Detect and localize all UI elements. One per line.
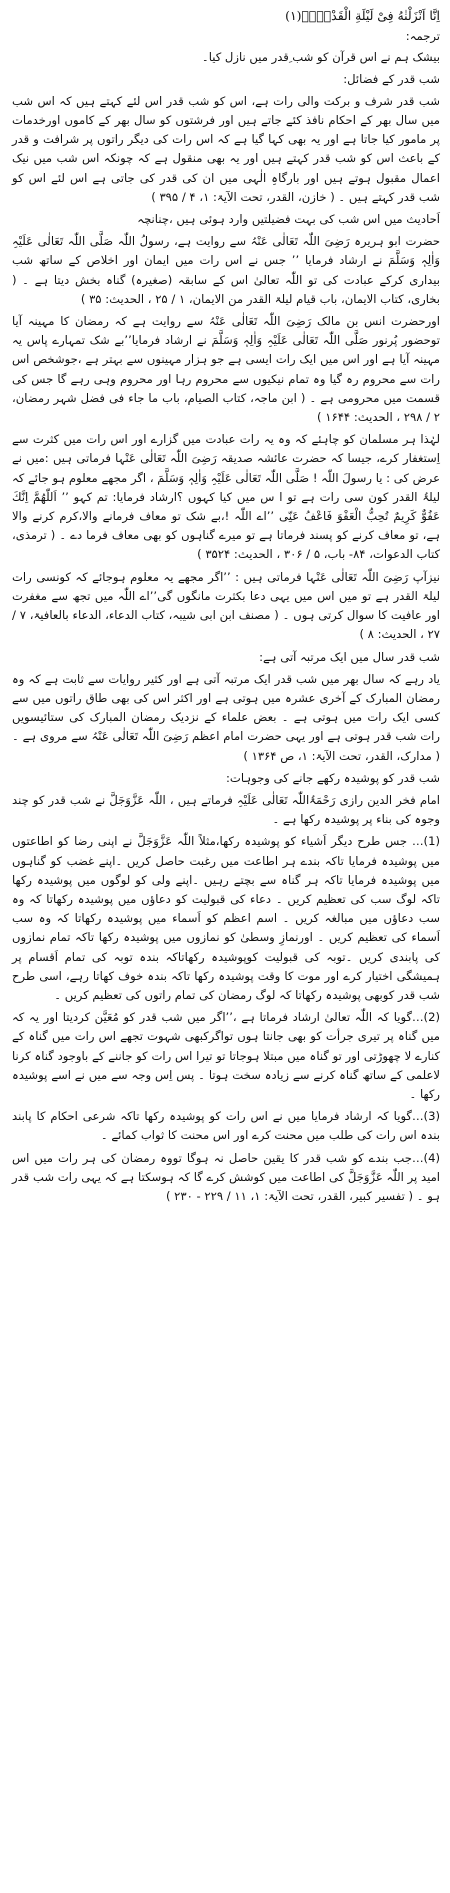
paragraph-once-a-year: یاد رہے کہ سال بھر میں شب قدر ایک مرتبہ آتی ہے اور کثیر روایات سے ثابت ہے کہ وہ رمضان المبارک کے آخری عشرہ میں ہوتی ہے اور اکثر اس کی بھی طاق راتوں میں سے کسی ایک رات میں ہوتی ہے ۔ بعض علماء کے نزدیک رمضان المبارک کی ستائیسویں رات شب قدر ہوتی ہے اور یہی حضرت امام اعظم رَضِیَ اللّٰہ تَعَالٰی عَنْہُ سے مروی ہے ۔ ( مدارک، القدر، تحت الآیۃ: ۱، ص ۱۳۶۴ ) — [12, 671, 440, 763]
heading-hidden-reasons: شب قدر کو پوشیدہ رکھے جانے کی وجوہات: — [226, 770, 440, 785]
paragraph-dua-aisha: لہٰذا ہر مسلمان کو چاہئے کہ وہ یہ رات عبادت میں گزارے اور اس رات میں کثرت سے اِستغفار کرے، جیسا کہ حضرت عائشہ صدیقہ رَضِیَ اللّٰہ تَعَالٰی عَنْہا فرماتی ہیں :میں نے عرض کی : یا رسولَ اللّٰہ ! صَلَّی اللّٰہ تَعَالٰی عَلَیْہِ وَاٰلِہٖ وَسَلَّمَ ، اگر مجھے معلوم ہو جائے کہ لیلۃُ القدر کون سی رات ہے تو ا س میں کیا کہوں ؟ارشاد فرمایا: تم کہو ’’ اَللّٰهُمَّ اِنَّكَ عَفُوٌّ كَرِيمٌ تُحِبُّ الْعَفْوَ فَاعْفُ عَنِّی ’’اے اللّٰہ !،بے شک تو معاف فرمانے والا،کرم کرنے والا ہے، تو معاف کرنے کو پسند فرماتا ہے تو میرے گناہوں کو بھی معاف فرما دے ۔ ( ترمذی، کتاب الدعوات، ۸۴- باب، ۵ / ۳۰۶ ، الحدیث: ۳۵۲۴ ) — [12, 432, 440, 562]
heading-virtues: شب قدر کے فضائل: — [343, 71, 440, 86]
translation-text: بیشک ہم نے اس قرآن کو شب ِقدر میں نازل کیا۔ — [201, 50, 440, 65]
paragraph-hadith-anas: اورحضرت انس بن مالک رَضِیَ اللّٰہ تَعَالٰی عَنْہُ سے روایت ہے کہ رمضان کا مہینہ آیا توحضور پُرنور صَلَّی اللّٰہ تَعَالٰی عَلَیْہِ وَاٰلِہٖ وَسَلَّمَ نے ارشاد فرمایا’’بے شک تمہارے پاس یہ مہینہ آیا ہے اور اس میں ایک رات ایسی ہے جو ہزار مہینوں سے بہتر ہے ،جوشخص اس رات سے محروم رہ گیا وہ تمام نیکیوں سے محروم رہا اور محروم وہی رہے گا جس کی قسمت میں محرومی ہے ۔ ( ابن ماجہ، کتاب الصیام، باب ما جاء فی فضل شہر رمضان، ۲ / ۲۹۸ ، الحدیث: ۱۶۴۴ ) — [12, 314, 440, 425]
paragraph-hadith-intro: اَحادیث میں اس شب کی بہت فضیلتیں وارد ہوئی ہیں ،چنانچہ — [137, 212, 440, 227]
quran-verse: اِنَّا اَنْزَلْنٰهُ فِیْ لَیْلَةِ الْقَدْرِۚۖ(۱) — [285, 8, 440, 23]
heading-once-a-year: شب قدر سال میں ایک مرتبہ آتی ہے: — [259, 649, 440, 664]
paragraph-imam-razi: امام فخر الدین رازی رَحْمَۃُاللّٰہ تَعَالٰی عَلَیْہِ فرماتے ہیں ، اللّٰہ عَزَّوَجَلَّ نے شب قدر کو چند وجوہ کی بناء پر پوشیدہ رکھا ہے ۔ — [12, 792, 440, 827]
translation-label: ترجمہ: — [405, 29, 440, 44]
paragraph-reason-3: (3)…گویا کہ ارشاد فرمایا میں نے اس رات کو پوشیدہ رکھا تاکہ شرعی احکام کا پابند بندہ اس رات کی طلب میں محنت کرے اور اس محنت کا ثواب کمائے ۔ — [12, 1109, 440, 1143]
paragraph-virtues-explanation: شب قدر شرف و برکت والی رات ہے، اس کو شب قدر اس لئے کہتے ہیں کہ اس شب میں سال بھر کے احکام نافذ کئے جاتے ہیں اور فرشتوں کو سال بھر کے کاموں اورخدمات پر مامور کیا جاتا ہے اور یہ بھی کہا گیا ہے کہ اس رات کی دیگر راتوں پر شرافت و قدر کے باعث اس کو شب قدر کہتے ہیں اور یہ بھی منقول ہے کہ چونکہ اس شب میں نیک اعمال مقبول ہوتے ہیں اور بارگاہِ الٰہی میں ان کی قدر کی جاتی ہے اس لئے اس کو شب قدر کہتے ہیں ۔ ( خازن، القدر، تحت الآیۃ: ۱، ۴ / ۳۹۵ ) — [12, 93, 440, 204]
paragraph-reason-1: (1)… جس طرح دیگر اَشیاء کو پوشیدہ رکھا،مثلاً اللّٰہ عَزَّوَجَلَّ نے اپنی رضا کو اطاعتوں میں پوشیدہ فرمایا تاکہ بندے ہر اطاعت میں رغبت حاصل کریں ۔اپنے غضب کو گناہوں میں پوشیدہ فرمایا تاکہ ہر گناہ سے بچتے رہیں ۔اپنے ولی کو لوگوں میں پوشیدہ رکھا تاکہ لوگ سب کی تعظیم کریں ۔ دعاء کی قبولیت کو دعاؤں میں پوشیدہ رکھاتا کہ وہ سب دعاؤں میں مبالغہ کریں ۔ اسم اعظم کو اَسماء میں پوشیدہ رکھاتا کہ وہ سب اَسماء کی تعظیم کریں ۔ اورنمازِ وسطیٰ کو نمازوں میں پوشیدہ رکھا تاکہ تمام نمازوں کی پابندی کریں ۔توبہ کی قبولیت کوپوشیدہ رکھاتاکہ بندہ توبہ کی تمام اَقسام پر ہمیشگی اختیار کرے اور موت کا وقت پوشیدہ رکھا تاکہ بندہ خوف کھاتا رہے، اسی طرح شب قدر کوبھی پوشیدہ رکھاتا کہ لوگ رمضان کی تمام راتوں کی تعظیم کریں ۔ — [12, 834, 440, 1002]
paragraph-hadith-abu-hurairah: حضرت ابو ہریرہ رَضِیَ اللّٰہ تَعَالٰی عَنْہُ سے روایت ہے، رسولُ اللّٰہ صَلَّی اللّٰہ تَعَالٰی عَلَیْہِ وَاٰلِہٖ وَسَلَّمَ نے ارشاد فرمایا ’’ جس نے اس رات میں ایمان اور اخلاص کے ساتھ شب بیداری کرکے عبادت کی تو اللّٰہ تعالیٰ اس کے سابقہ (صغیرہ) گناہ بخش دیتا ہے ۔ ( بخاری، کتاب الایمان، باب قیام لیلۃ القدر من الایمان، ۱ / ۲۵ ، الحدیث: ۳۵ ) — [12, 234, 440, 306]
paragraph-reason-2: (2)…گویا کہ اللّٰہ تعالیٰ ارشاد فرماتا ہے ،’’اگر میں شب قدر کو مُعَیَّن کردیتا اور یہ کہ میں گناہ پر تیری جرأت کو بھی جانتا ہوں تواگرکبھی شہوت تجھے اس رات میں گناہ کے کنارے لا چھوڑتی اور تو گناہ میں مبتلا ہوجاتا تو تیرا اس رات کو جاننے کے باوجود گناہ کرنا لاعلمی کے ساتھ گناہ کرنے سے زیادہ سخت ہوتا ۔ پس اِس وجہ سے میں نے اسے پوشیدہ رکھا ۔ — [12, 1010, 440, 1101]
paragraph-dua-aisha-2: نیزآپ رَضِیَ اللّٰہ تَعَالٰی عَنْہا فرماتی ہیں : ’’اگر مجھے یہ معلوم ہوجائے کہ کونسی رات لیلۃ القدر ہے تو میں اس میں یہی دعا بکثرت مانگوں گی’’اے اللّٰہ میں تجھ سے مغفرت اور عافیت کا سوال کرتی ہوں ۔ ( مصنف ابن ابی شیبہ، کتاب الدعاء، الدعاء بالعافیۃ، ۷ / ۲۷ ، الحدیث: ۸ ) — [12, 569, 441, 642]
paragraph-reason-4: (4)…جب بندے کو شب قدر کا یقین حاصل نہ ہوگا تووہ رمضان کی ہر رات میں اس امید پر اللّٰہ عَزَّوَجَلَّ کی اطاعت میں کوشش کرے گا کہ ہوسکتا ہے کہ یہی رات شب قدر ہو ۔ ( تفسیر کبیر، القدر، تحت الآیۃ: ۱، ۱۱ / ۲۲۹ - ۲۳۰ ) — [12, 1150, 440, 1203]
